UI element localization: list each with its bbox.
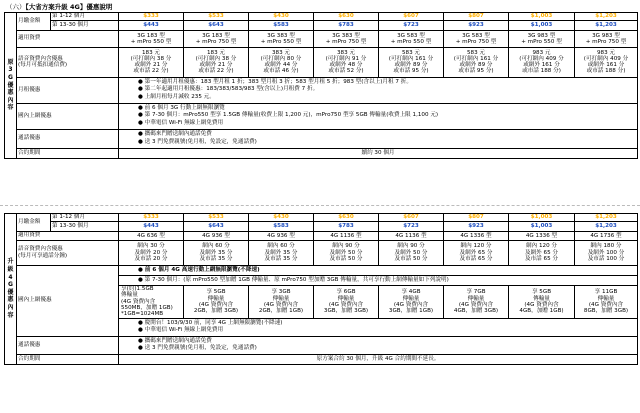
plan-cell: 4G 936 型 (184, 231, 249, 240)
offer-list (119, 77, 638, 103)
offer-row (5, 103, 638, 129)
plan-cell: 3G 983 型 + mPro 550 型 (509, 30, 575, 47)
plan-cell: 4G 1136 型 (379, 231, 444, 240)
voice-cell: 網內 30 分 及網外 20 分 及市話 20 分 (119, 240, 184, 265)
price-cell: $923 (444, 221, 509, 231)
offer-label: 通話優惠 (17, 336, 119, 354)
page-break (0, 205, 640, 206)
bullet-text: 慶開台！103/9/30 前，同享 4G 上網無限瀏覽(不降速) (144, 319, 283, 326)
bullet-text: 送 3 門免費親號(免月租，免設定，免通話費) (144, 138, 257, 145)
voice-label: 語音資費內含優惠 (每月可享通話分鐘) (17, 240, 119, 265)
monthly-label: 月繳金額 (17, 13, 51, 31)
offer-row (5, 77, 638, 103)
plan-cell: 3G 383 型 + mPro 550 型 (249, 30, 314, 47)
bullet-text: 第一年適用月租優惠：183 型月租 1 折；383 型月租 3 折；583 型月租 5 折；983 型(含以上)月租 7 折。 (144, 78, 412, 85)
price-cell: $1,203 (575, 221, 638, 231)
bullet-icon: ● (138, 112, 145, 119)
offer-list (119, 103, 638, 129)
bullet-text: 上網月租每月減收 235 元。 (144, 93, 215, 100)
price-row-m2 (5, 20, 638, 30)
plan-cell: 4G 936 型 (249, 231, 314, 240)
price-cell: $1,203 (575, 214, 638, 222)
period-label: 第 1-12 個月 (51, 214, 119, 222)
plan-row (5, 231, 638, 240)
term-value: 續約 30 個月 (119, 148, 638, 158)
quota-cell: 享 3GB 傳輸量 (4G 資費內含 2GB，加贈 1GB) (249, 285, 314, 318)
original-3g-table (4, 12, 638, 159)
term-label: 合約期間 (17, 148, 119, 158)
bullet-item (120, 131, 636, 138)
price-cell: $607 (379, 214, 444, 222)
bullet-text: 中華電信 Wi-Fi 無線上網免費用 (144, 119, 224, 126)
price-cell: $443 (119, 221, 184, 231)
bullet-item (120, 86, 636, 93)
price-cell: $1,003 (509, 221, 575, 231)
plan-cell: 4G 1336 型 (509, 231, 575, 240)
price-cell: $643 (184, 221, 249, 231)
price-cell: $333 (119, 13, 184, 21)
offer-list (119, 336, 638, 354)
bullet-icon: ● (138, 266, 145, 273)
plan-cell: 3G 583 型 + mPro 750 型 (444, 30, 509, 47)
offer-row (5, 336, 638, 354)
upgrade-4g-table (4, 213, 638, 365)
price-cell: $630 (314, 13, 379, 21)
quota-cell: 享 5GB 傳輸量 (4G 資費內含 2GB，加贈 3GB) (184, 285, 249, 318)
voice-cell: 183 元 (可打網內 38 分 或網外 21 分 或市話 22 分) (119, 47, 184, 77)
bullet-item (120, 277, 636, 284)
price-cell: $583 (249, 221, 314, 231)
data-row (5, 265, 638, 275)
price-cell: $430 (249, 214, 314, 222)
quota-cell: 享 6GB 傳輸量 (4G 資費內含 3GB，加贈 3GB) (314, 285, 379, 318)
price-cell: $630 (314, 214, 379, 222)
bullet-text: 第 7-30 個月：(原 mPro550 型加贈 1GB 傳輸量、原 mPro750 型加贈 3GB 傳輸量，共可享行動上網傳輸量如下列說明) (144, 276, 449, 283)
data-head-cell (119, 265, 638, 275)
price-cell: $1,003 (509, 20, 575, 30)
price-cell: $1,203 (575, 20, 638, 30)
voice-row (5, 47, 638, 77)
offer-label: 月租優惠 (17, 77, 119, 103)
bullet-text: 攜碼來門贈送網內通話免費 (144, 131, 212, 138)
bullet-item (120, 267, 636, 274)
voice-label: 語音資費內含優惠 (每月可抵扣通信費) (17, 47, 119, 77)
plan-cell: 3G 183 型 + mPro 750 型 (184, 30, 249, 47)
price-cell: $533 (184, 13, 249, 21)
monthly-label: 月繳金額 (17, 214, 51, 232)
header-prefix: （六） (6, 3, 26, 11)
offer-list (119, 318, 638, 336)
bullet-icon: ● (138, 104, 145, 111)
bullet-icon: ● (138, 276, 145, 283)
voice-row (5, 240, 638, 265)
bullet-text: 前 6 個月 4G 高速行動上網無限瀏覽(不降速) (144, 266, 260, 273)
section-label: 原 3 G 優 惠 內 容 (5, 13, 17, 159)
voice-cell: 網內 180 分 及網外 100 分 及市話 100 分 (575, 240, 638, 265)
price-cell: $607 (379, 13, 444, 21)
voice-cell: 網內 60 分 及網外 35 分 及市話 35 分 (249, 240, 314, 265)
plan-cell: 3G 383 型 + mPro 750 型 (314, 30, 379, 47)
bullet-icon: ● (138, 78, 145, 85)
bullet-item (120, 327, 636, 334)
voice-cell: 583 元 (可打網內 161 分 或網外 89 分 或市話 95 分) (379, 47, 444, 77)
voice-cell: 583 元 (可打網內 161 分 或網外 89 分 或市話 95 分) (444, 47, 509, 77)
bullet-item (120, 338, 636, 345)
bullet-icon: ● (138, 86, 145, 93)
voice-cell: 983 元 (可打網內 409 分 或網外 161 分 或市話 188 分) (509, 47, 575, 77)
bullet-icon: ● (138, 337, 145, 344)
offer-label: 國內上網優惠 (17, 265, 119, 336)
bullet-icon: ● (138, 319, 145, 326)
bullet-item (120, 112, 636, 119)
plan-cell: 3G 983 型 + mPro 750 型 (575, 30, 638, 47)
plan-label: 適用資費 (17, 30, 119, 47)
price-cell: $643 (184, 20, 249, 30)
price-cell: $723 (379, 221, 444, 231)
price-cell: $783 (314, 20, 379, 30)
period-label: 第 13-30 個月 (51, 20, 119, 30)
quota-cell: 享 4GB 傳輸量 (4G 資費內含 3GB，加贈 1GB) (379, 285, 444, 318)
voice-cell: 183 元 (可打網內 38 分 或網外 21 分 或市話 22 分) (184, 47, 249, 77)
quota-cell: 享 5GB 傳輸量 (4G 資費內含 4GB，加贈 1GB) (509, 285, 575, 318)
price-row-m1 (5, 214, 638, 222)
term-row (5, 354, 638, 364)
price-cell: $807 (444, 214, 509, 222)
bullet-item (120, 320, 636, 327)
voice-cell: 383 元 (可打網內 80 分 或網外 44 分 或市話 46 分) (249, 47, 314, 77)
bullet-item (120, 120, 636, 127)
plan-cell: 3G 583 型 + mPro 550 型 (379, 30, 444, 47)
quota-cell: 享(約)1.5GB 傳輸量 (4G 資費內含 550MB，加贈 1GB) *1GB=1024MB (119, 285, 184, 318)
plan-label: 適用資費 (17, 231, 119, 240)
bullet-text: 前 6 個月 3G 行動上網無限瀏覽 (144, 104, 225, 111)
section-label: 升 級 4 G 優 惠 內 容 (5, 214, 17, 365)
price-cell: $783 (314, 221, 379, 231)
bullet-item (120, 139, 636, 146)
header-title: 【大省方案升級 4G】優惠說明 (25, 3, 113, 11)
price-cell: $430 (249, 13, 314, 21)
price-cell: $1,003 (509, 214, 575, 222)
offer-list (119, 129, 638, 148)
data-7-30-cell (119, 275, 638, 285)
quota-cell: 享 7GB 傳輸量 (4G 資費內含 4GB，加贈 3GB) (444, 285, 509, 318)
plan-cell: 3G 183 型 + mPro 550 型 (119, 30, 184, 47)
bullet-text: 第 7-30 個月：mPro550 型享 1.5GB 傳輸量(收費上限 1,200 元)，mPro750 型享 5GB 傳輸量(收費上限 1,100 元) (144, 112, 439, 119)
bullet-item (120, 94, 636, 101)
section-header (6, 2, 112, 11)
quota-cell: 享 11GB 傳輸量 (4G 資費內含 8GB，加贈 3GB) (575, 285, 638, 318)
bullet-item (120, 345, 636, 352)
price-cell: $723 (379, 20, 444, 30)
offer-row (5, 129, 638, 148)
voice-cell: 383 元 (可打網內 91 分 或網外 48 分 或市話 52 分) (314, 47, 379, 77)
bullet-icon: ● (138, 345, 145, 352)
offer-label: 國內上網優惠 (17, 103, 119, 129)
plan-cell: 4G 636 型 (119, 231, 184, 240)
price-cell: $583 (249, 20, 314, 30)
offer-label: 通話優惠 (17, 129, 119, 148)
bullet-text: 第二年起適用月租優惠：183/383/583/983 型(含以上)月租費 7 折。 (144, 86, 319, 93)
voice-cell: 網內 120 分 及網外 65 分 及市話 65 分 (444, 240, 509, 265)
price-cell: $1,203 (575, 13, 638, 21)
voice-cell: 網內 60 分 及網外 35 分 及市話 35 分 (184, 240, 249, 265)
price-cell: $533 (184, 214, 249, 222)
bullet-icon: ● (138, 131, 145, 138)
t1-body (5, 13, 638, 159)
bullet-icon: ● (138, 138, 145, 145)
bullet-icon: ● (138, 93, 145, 100)
price-cell: $807 (444, 13, 509, 21)
bullet-icon: ● (138, 119, 145, 126)
plan-cell: 4G 1136 型 (314, 231, 379, 240)
plan-cell: 4G 1736 型 (575, 231, 638, 240)
t2-body (5, 214, 638, 365)
plan-row (5, 30, 638, 47)
price-row-m1 (5, 13, 638, 21)
voice-cell: 983 元 (可打網內 409 分 或網外 161 分 或市話 188 分) (575, 47, 638, 77)
price-cell: $443 (119, 20, 184, 30)
voice-cell: 網內 90 分 及網外 50 分 及市話 50 分 (314, 240, 379, 265)
period-label: 第 13-30 個月 (51, 221, 119, 231)
voice-cell: 網內 90 分 及網外 50 分 及市話 50 分 (379, 240, 444, 265)
period-label: 第 1-12 個月 (51, 13, 119, 21)
bullet-text: 送 3 門免費親號(免月租，免設定，免通話費) (144, 345, 257, 352)
term-row (5, 148, 638, 158)
voice-cell: 網內 120 分 及網外 65 分 及市話 65 分 (509, 240, 575, 265)
term-label: 合約期間 (17, 354, 119, 364)
price-row-m2 (5, 221, 638, 231)
bullet-text: 攜碼來門贈送網內通話免費 (144, 337, 212, 344)
price-cell: $923 (444, 20, 509, 30)
bullet-icon: ● (138, 327, 145, 334)
price-cell: $1,003 (509, 13, 575, 21)
term-value: 原方案合約 30 個月，升級 4G 合約期間不延長。 (119, 354, 638, 364)
price-cell: $333 (119, 214, 184, 222)
bullet-text: 中華電信 Wi-Fi 無線上網免費用 (144, 327, 224, 334)
plan-cell: 4G 1336 型 (444, 231, 509, 240)
